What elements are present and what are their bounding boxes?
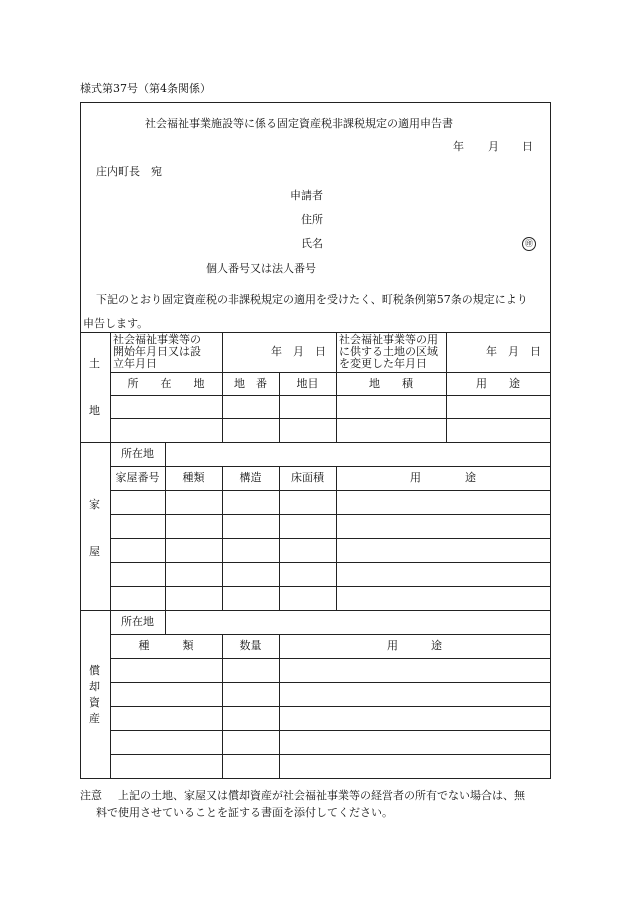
land-change-label-1: 社会福祉事業等の用 — [339, 333, 438, 346]
house-location-label: 所在地 — [121, 447, 154, 460]
asset-side-label-1: 償 — [89, 664, 100, 677]
asset-line-6 — [110, 754, 550, 755]
land-header-area: 地 積 — [369, 376, 413, 390]
land-change-label-3: を変更した年月日 — [339, 357, 427, 370]
frame-left — [80, 102, 81, 778]
land-line-3 — [110, 395, 550, 396]
house-header-floor-area: 床面積 — [291, 471, 324, 484]
addressee: 庄内町長 宛 — [96, 165, 162, 178]
name-label: 氏名 — [301, 237, 323, 250]
frame-right — [550, 102, 551, 778]
note-label: 注意 — [80, 789, 102, 802]
house-side-label-2: 屋 — [89, 545, 100, 558]
land-start-label-1: 社会福祉事業等の — [113, 333, 201, 346]
document-title: 社会福祉事業施設等に係る固定資産税非課税規定の適用申告書 — [145, 117, 453, 130]
land-line-4 — [110, 418, 550, 419]
note-line-1: 上記の土地、家屋又は償却資産が社会福祉事業等の経営者の所有でない場合は、無 — [118, 789, 525, 802]
asset-line-2 — [110, 658, 550, 659]
land-side-label-1: 土 — [89, 357, 100, 370]
house-line-3 — [110, 514, 550, 515]
land-header-category: 地目 — [296, 376, 319, 390]
asset-location-label: 所在地 — [121, 615, 154, 628]
address-label: 住所 — [301, 213, 323, 226]
declaration-line-1: 下記のとおり固定資産税の非課税規定の適用を受けたく、町税条例第57条の規定により — [96, 293, 528, 306]
asset-header-use: 用 途 — [387, 639, 442, 652]
applicant-label: 申請者 — [290, 189, 323, 202]
land-header-location: 所 在 地 — [127, 376, 205, 390]
id-number-label: 個人番号又は法人番号 — [206, 262, 316, 275]
house-header-type: 種類 — [182, 471, 205, 484]
house-header-number: 家屋番号 — [115, 471, 160, 484]
land-start-date: 年 月 日 — [271, 345, 326, 358]
date-day: 日 — [522, 140, 533, 153]
seal-mark: ㊞ — [522, 237, 536, 251]
land-header-use: 用 途 — [476, 376, 520, 390]
asset-side-label-2: 却 — [89, 680, 100, 693]
asset-line-5 — [110, 730, 550, 731]
asset-header-type: 種 類 — [138, 639, 194, 652]
house-header-use: 用 途 — [410, 471, 476, 484]
frame-top — [80, 102, 550, 103]
note-line-2: 料で使用させていることを証する書面を添付してください。 — [96, 806, 393, 819]
asset-line-4 — [110, 706, 550, 707]
house-line-2 — [110, 490, 550, 491]
land-change-date: 年 月 日 — [486, 345, 541, 358]
side-divider — [110, 332, 111, 778]
land-side-label-2: 地 — [89, 404, 100, 417]
house-header-structure: 構造 — [239, 471, 262, 484]
house-line-5 — [110, 562, 550, 563]
house-line-6 — [110, 586, 550, 587]
asset-v0 — [165, 610, 166, 634]
land-start-label-2: 開始年月日又は設 — [113, 345, 201, 358]
date-year: 年 — [453, 140, 464, 153]
asset-line-3 — [110, 682, 550, 683]
asset-side-label-4: 産 — [89, 712, 100, 725]
land-start-label-3: 立年月日 — [113, 357, 157, 370]
land-header-lot: 地 番 — [234, 376, 267, 390]
frame-bottom — [80, 778, 551, 779]
declaration-line-2: 申告します。 — [83, 317, 149, 330]
form-number: 様式第37号（第4条関係） — [80, 82, 211, 95]
date-month: 月 — [488, 140, 499, 153]
asset-header-quantity: 数量 — [239, 639, 262, 652]
asset-side-label-3: 資 — [89, 696, 100, 709]
land-change-label-2: に供する土地の区域 — [339, 345, 438, 358]
house-side-label-1: 家 — [89, 498, 100, 511]
house-line-4 — [110, 538, 550, 539]
